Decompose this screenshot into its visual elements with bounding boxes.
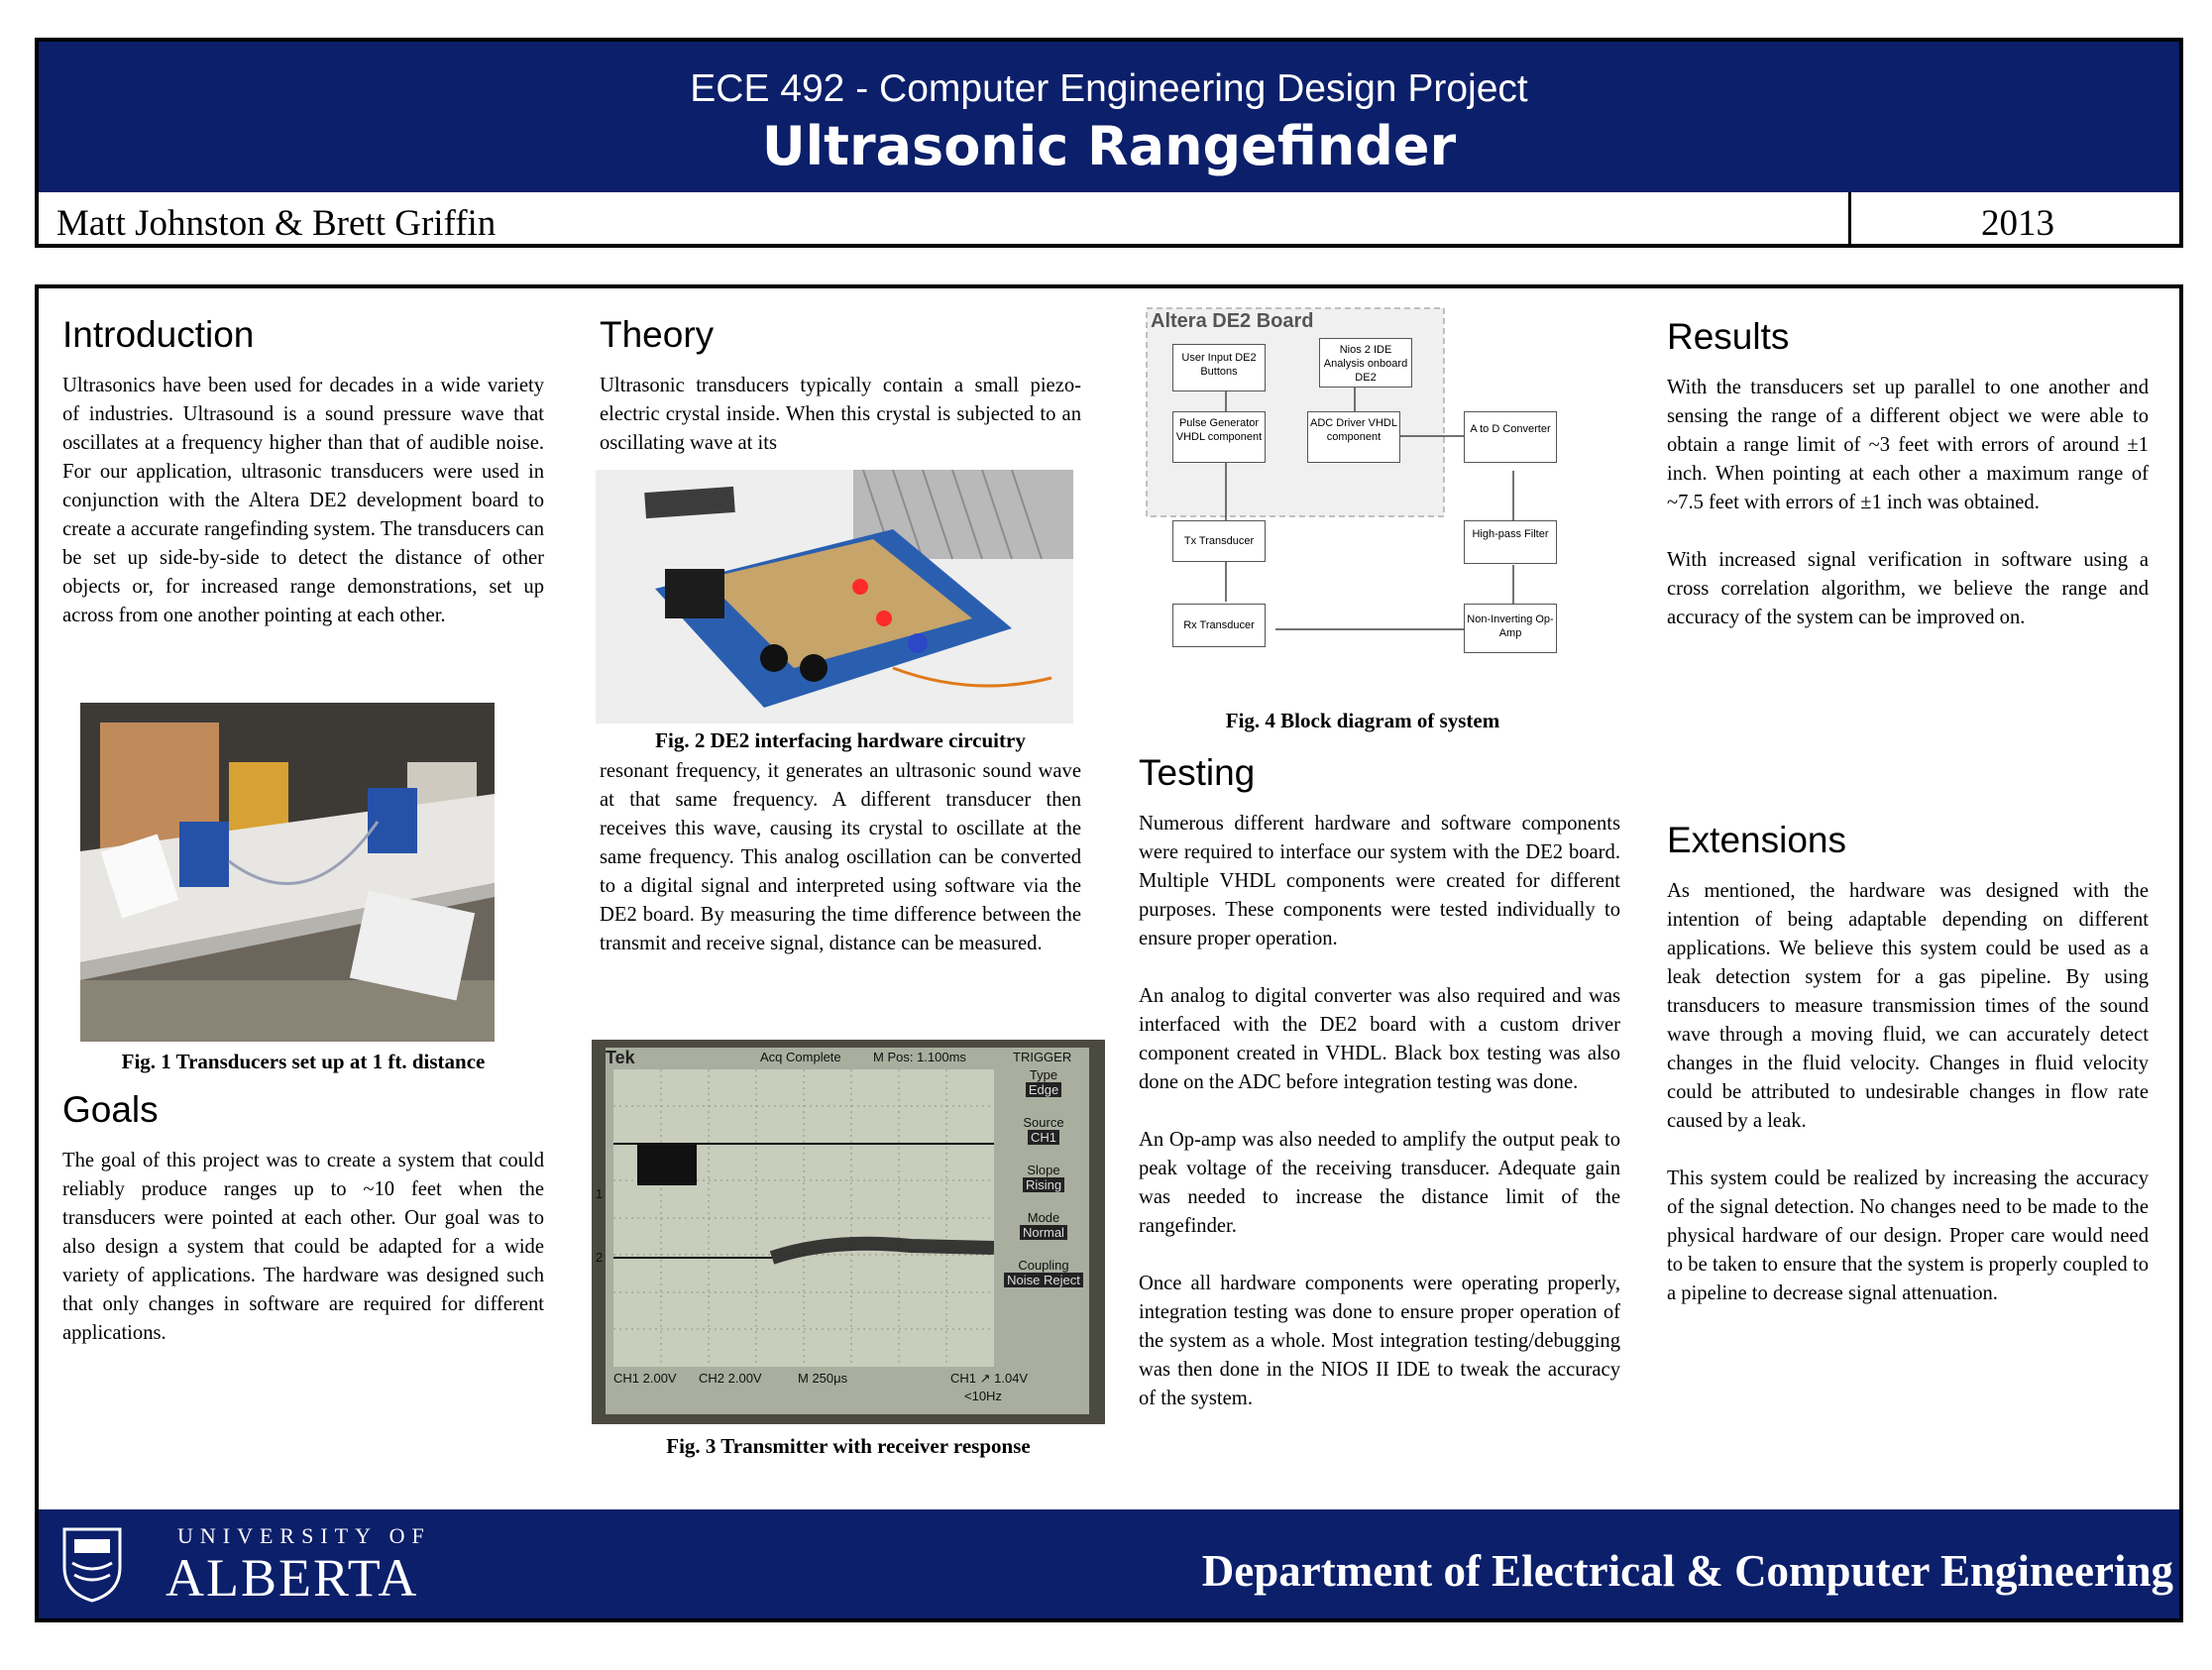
scope-mpos: M Pos: 1.100ms: [873, 1050, 966, 1064]
scope-menu-value: Normal: [1020, 1225, 1067, 1240]
scope-ch2-scale: CH2 2.00V: [699, 1371, 762, 1386]
block-pulse-generator: Pulse Generator VHDL component: [1172, 411, 1266, 463]
extensions-heading: Extensions: [1667, 820, 1846, 860]
block-opamp: Non-Inverting Op-Amp: [1464, 604, 1557, 653]
goals-text: The goal of this project was to create a system that could reliably produce ranges up to ~10 feet when the transducers were pointed at each other. Our goal was to also design a system that could be adapted for a wide variety of applications. The hardware was designed such that only changes in software are required for different applications.: [62, 1150, 544, 1344]
results-heading: Results: [1667, 316, 1790, 357]
results-para: With the transducers set up parallel to one another and sensing the range of a different object we were able to obtain a range limit of ~3 feet with errors of around ±1 inch. When pointing at each other a maximum range of ~7.5 feet with errors of ±1 inch was obtained.: [1667, 377, 2149, 513]
scope-menu-value: Rising: [1023, 1177, 1064, 1192]
theory-heading: Theory: [600, 314, 715, 355]
scope-trigger-level: CH1 ↗ 1.04V: [950, 1371, 1029, 1386]
fig2-photo: [596, 470, 1073, 724]
scope-freq: <10Hz: [964, 1389, 1002, 1403]
poster-footer: [39, 1509, 2179, 1618]
block-tx: Tx Transducer: [1172, 520, 1266, 562]
fig4-caption: Fig. 4 Block diagram of system: [1225, 709, 1500, 732]
intro-text: Ultrasonics have been used for decades in a wide variety of industries. Ultrasound is a sound pressure wave that oscillates at a frequency higher than that of audible noise. For our application, ultrasonic transducers were used in conjunction with the Altera DE2 development board to create a accurate rangefinding system. The transducers can be set up side-by-side to detect the distance of other objects or, for increased range demonstrations, set up across from one another pointing at each other.: [62, 375, 544, 626]
scope-status: Acq Complete: [760, 1050, 841, 1064]
authors: Matt Johnston & Brett Griffin: [56, 203, 497, 244]
theory-text-1: Ultrasonic transducers typically contain a small piezo-electric crystal inside. When this crystal is subjected to an oscillating wave at its: [600, 375, 1081, 454]
scope-timebase: M 250μs: [798, 1371, 848, 1386]
extensions-para: This system could be realized by increasing the accuracy of the signal detection. No changes need to be made to the physical hardware of our design. Proper care would need to be taken to ensure that the system is properly coupled to a pipeline to decrease signal attenuation.: [1667, 1168, 2149, 1304]
scope-menu-item: [998, 1210, 1089, 1240]
testing-para: Once all hardware components were operating properly, integration testing was done to ensure proper operation of the system as a whole. Most integration testing/debugging was then done in the NIOS II IDE to tweak the accuracy of the system.: [1139, 1273, 1620, 1409]
scope-menu-value: CH1: [1028, 1130, 1059, 1145]
scope-menu-value: Noise Reject: [1004, 1273, 1083, 1287]
block-rx: Rx Transducer: [1172, 604, 1266, 647]
results-text: [1667, 374, 2149, 661]
poster-body: [35, 284, 2183, 1622]
university-name: ALBERTA: [166, 1548, 419, 1608]
fig2-caption: Fig. 2 DE2 interfacing hardware circuitry: [655, 728, 1026, 752]
extensions-para: As mentioned, the hardware was designed with the intention of being adaptable depending on different applications. We believe this system could be used as a leak detection system for a gas pipeline. By using transducers to measure transmission times of the sound wave through a moving fluid, we can accurately detect changes in the fluid velocity. Changes in fluid velocity could be attributed to undesirable changes in flow rate caused by a leak.: [1667, 880, 2149, 1132]
fig4-block-diagram: [1137, 302, 1589, 711]
scope-menu-label: Mode: [1027, 1210, 1060, 1225]
fig3-oscilloscope: [592, 1040, 1105, 1424]
fig4-board-label: Altera DE2 Board: [1151, 310, 1314, 332]
university-crest-icon: [60, 1523, 124, 1603]
testing-text: [1139, 810, 1620, 1442]
header-banner: [39, 42, 2179, 192]
testing-para: An analog to digital converter was also required and was interfaced with the DE2 board with a custom driver component created in VHDL. Black box testing was also done on the ADC before integration testing was done.: [1139, 985, 1620, 1093]
block-adc-driver: ADC Driver VHDL component: [1307, 411, 1400, 463]
scope-menu-item: [998, 1067, 1089, 1097]
block-hpf: High-pass Filter: [1464, 520, 1557, 564]
results-para: With increased signal verification in software using a cross correlation algorithm, we believe the range and accuracy of the system can be improved on.: [1667, 549, 2149, 628]
block-a-to-d: A to D Converter: [1464, 411, 1557, 463]
scope-menu-value: Edge: [1026, 1082, 1061, 1097]
scope-menu-item: [998, 1163, 1089, 1192]
theory-text-2: resonant frequency, it generates an ultrasonic sound wave at that same frequency. A different transducer then receives this wave, causing its crystal to oscillate at the same frequency. This analog oscillation can be converted to a digital signal and interpreted using software via the DE2 board. By measuring the time difference between the transmit and receive signal, distance can be measured.: [600, 760, 1081, 954]
scope-menu-item: [998, 1115, 1089, 1145]
scope-ch2-marker: 2: [596, 1250, 604, 1265]
poster-header: [35, 38, 2183, 248]
testing-para: An Op-amp was also needed to amplify the output peak to peak voltage of the receiving transducer. Adequate gain was needed to increase the distance limit of the rangefinder.: [1139, 1129, 1620, 1237]
scope-menu-label: Source: [1023, 1115, 1064, 1130]
fig1-caption: Fig. 1 Transducers set up at 1 ft. distance: [121, 1050, 486, 1073]
year: 2013: [1981, 203, 2054, 244]
scope-menu-label: Type: [1029, 1067, 1058, 1082]
header-divider: [1848, 192, 1851, 244]
poster-title: Ultrasonic Rangefinder: [761, 115, 1457, 177]
block-user-input: User Input DE2 Buttons: [1172, 344, 1266, 391]
scope-brand: Tek: [606, 1048, 635, 1067]
department-name: Department of Electrical & Computer Engineering: [1201, 1546, 2173, 1596]
scope-ch1-scale: CH1 2.00V: [613, 1371, 677, 1386]
testing-heading: Testing: [1139, 752, 1256, 793]
fig3-caption: Fig. 3 Transmitter with receiver response: [666, 1434, 1031, 1458]
block-nios: Nios 2 IDE Analysis onboard DE2: [1319, 338, 1412, 388]
goals-heading: Goals: [62, 1089, 159, 1130]
testing-para: Numerous different hardware and software components were required to interface our system with the DE2 board. Multiple VHDL components were created for different purposes. These components were tested individually to ensure proper operation.: [1139, 813, 1620, 949]
university-top-line: UNIVERSITY OF: [177, 1523, 431, 1548]
scope-menu-label: Coupling: [1018, 1258, 1069, 1273]
course-title: ECE 492 - Computer Engineering Design Project: [690, 67, 1528, 110]
scope-menu: [998, 1067, 1089, 1305]
scope-menu-item: [998, 1258, 1089, 1287]
intro-heading: Introduction: [62, 314, 255, 355]
scope-menu-label: Slope: [1027, 1163, 1060, 1177]
scope-trigger-label: TRIGGER: [1013, 1050, 1072, 1064]
fig1-photo: [80, 703, 495, 1042]
extensions-text: [1667, 877, 2149, 1337]
scope-ch1-marker: 1: [596, 1186, 604, 1201]
